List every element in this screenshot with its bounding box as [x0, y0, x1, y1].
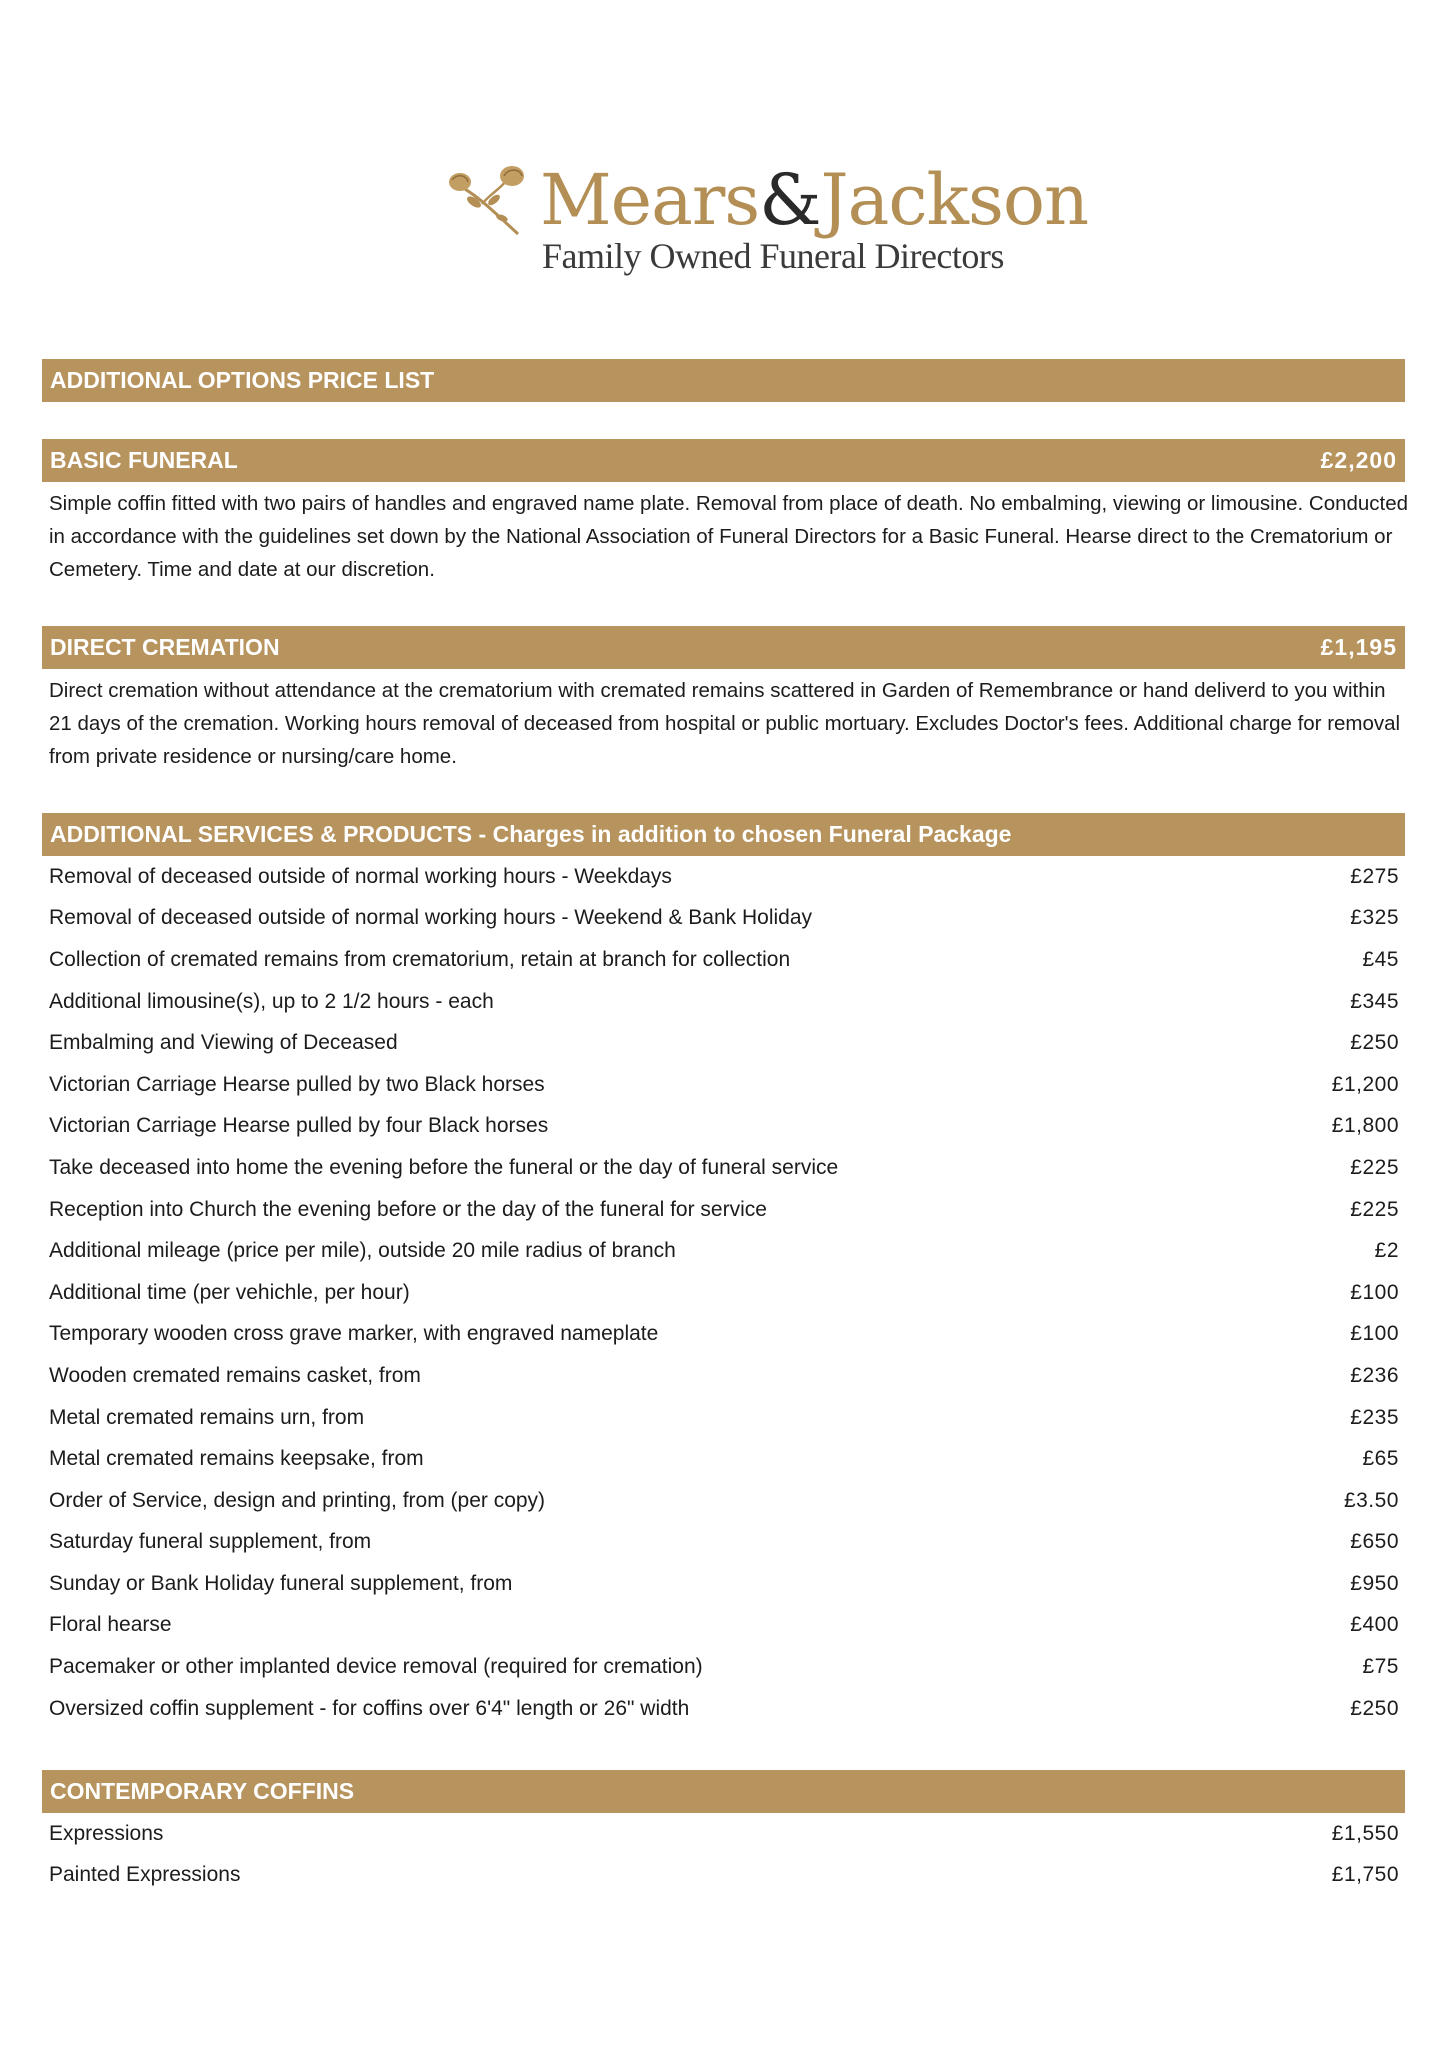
- price-row-label: Removal of deceased outside of normal working hours - Weekdays: [49, 864, 672, 888]
- price-row: [49, 1438, 1399, 1480]
- price-row-price: £3.50: [1343, 1488, 1399, 1512]
- price-row-label: Wooden cremated remains casket, from: [49, 1363, 421, 1387]
- price-row-price: £100: [1350, 1280, 1399, 1304]
- price-row-price: £2: [1374, 1239, 1399, 1263]
- brand-ampersand: &: [759, 159, 821, 241]
- price-row-price: £65: [1362, 1447, 1399, 1471]
- price-row-label: Order of Service, design and printing, from (per copy): [49, 1488, 546, 1512]
- contemporary-coffins-list: [49, 1813, 1399, 1896]
- price-row-price: £235: [1350, 1405, 1399, 1429]
- price-row: [49, 1314, 1399, 1356]
- page-title: [42, 359, 1405, 402]
- brand-tagline: Family Owned Funeral Directors: [542, 236, 1004, 276]
- price-row-price: £1,750: [1331, 1863, 1399, 1887]
- price-row-price: £1,200: [1331, 1072, 1399, 1096]
- contemporary-coffins-title: CONTEMPORARY COFFINS: [50, 1778, 355, 1804]
- price-row: [49, 1230, 1399, 1272]
- price-row-label: Painted Expressions: [49, 1863, 241, 1887]
- basic-funeral-title: BASIC FUNERAL: [50, 447, 238, 473]
- basic-funeral-price: £2,200: [1320, 447, 1397, 473]
- price-row-label: Temporary wooden cross grave marker, with engraved nameplate: [49, 1322, 659, 1346]
- rose-sprig-icon: [446, 164, 538, 236]
- price-row: [49, 1397, 1399, 1439]
- price-row: [49, 856, 1399, 898]
- price-row-price: £1,800: [1331, 1114, 1399, 1138]
- price-row-label: Victorian Carriage Hearse pulled by two Black horses: [49, 1072, 545, 1096]
- page-title-text: ADDITIONAL OPTIONS PRICE LIST: [50, 367, 435, 393]
- price-row: [49, 981, 1399, 1023]
- price-row-price: £650: [1350, 1530, 1399, 1554]
- direct-cremation-description: Direct cremation without attendance at the crematorium with cremated remains scattered in Garden of Remembrance or hand deliverd to you within 21 days of the cremation. Working hours removal of deceased from hospital or public mortuary. Excludes Doctor's fees. Additional charge for removal from private residence or nursing/care home.: [49, 679, 1401, 768]
- price-row-price: £225: [1350, 1197, 1399, 1221]
- price-row-price: £325: [1350, 906, 1399, 930]
- additional-services-title: ADDITIONAL SERVICES & PRODUCTS - Charges in addition to chosen Funeral Package: [50, 821, 1012, 847]
- price-row-price: £250: [1350, 1031, 1399, 1055]
- price-row: [49, 939, 1399, 981]
- price-row-label: Expressions: [49, 1821, 164, 1845]
- price-row-label: Floral hearse: [49, 1613, 172, 1637]
- price-row-label: Sunday or Bank Holiday funeral supplement, from: [49, 1571, 513, 1595]
- price-row: [49, 1189, 1399, 1231]
- price-row-price: £225: [1350, 1155, 1399, 1179]
- price-row-price: £950: [1350, 1571, 1399, 1595]
- price-row-label: Saturday funeral supplement, from: [49, 1530, 372, 1554]
- price-row-label: Collection of cremated remains from crematorium, retain at branch for collection: [49, 947, 791, 971]
- price-row-label: Reception into Church the evening before or the day of the funeral for service: [49, 1197, 767, 1221]
- price-row-label: Additional mileage (price per mile), outside 20 mile radius of branch: [49, 1239, 676, 1263]
- price-row-label: Victorian Carriage Hearse pulled by four Black horses: [49, 1114, 549, 1138]
- direct-cremation-title: DIRECT CREMATION: [50, 634, 280, 660]
- price-row-price: £250: [1350, 1696, 1399, 1720]
- direct-cremation-price: £1,195: [1320, 634, 1397, 660]
- price-row-label: Oversized coffin supplement - for coffins over 6'4" length or 26" width: [49, 1696, 690, 1720]
- price-row: [49, 1563, 1399, 1605]
- basic-funeral-description: Simple coffin fitted with two pairs of handles and engraved name plate. Removal from place of death. No embalming, viewing or limousine. Conducted in accordance with the guidelines set down by the National Association of Funeral Directors for a Basic Funeral. Hearse direct to the Crematorium or Cemetery. Time and date at our discretion.: [49, 492, 1409, 581]
- additional-services-list: [49, 856, 1399, 1729]
- price-row: [49, 1022, 1399, 1064]
- price-row-label: Additional limousine(s), up to 2 1/2 hours - each: [49, 989, 494, 1013]
- price-row: [49, 1646, 1399, 1688]
- price-row: [49, 1064, 1399, 1106]
- basic-funeral-header: [42, 439, 1405, 482]
- price-row: [49, 1272, 1399, 1314]
- price-row: [49, 898, 1399, 940]
- contemporary-coffins-header: [42, 1770, 1405, 1813]
- direct-cremation-header: [42, 626, 1405, 669]
- brand-name-part2: Jackson: [820, 159, 1089, 241]
- price-row-label: Pacemaker or other implanted device removal (required for cremation): [49, 1655, 703, 1679]
- price-row: [49, 1813, 1399, 1855]
- additional-services-header: [42, 813, 1405, 856]
- price-row: [49, 1688, 1399, 1730]
- brand-name: [540, 160, 1088, 240]
- price-row-price: £400: [1350, 1613, 1399, 1637]
- brand-logo: [0, 160, 1447, 280]
- price-row-price: £1,550: [1331, 1821, 1399, 1845]
- price-row-price: £236: [1350, 1363, 1399, 1387]
- price-row: [49, 1147, 1399, 1189]
- price-row-label: Take deceased into home the evening before the funeral or the day of funeral service: [49, 1155, 839, 1179]
- price-row-price: £275: [1350, 864, 1399, 888]
- price-row-label: Additional time (per vehichle, per hour): [49, 1280, 410, 1304]
- price-row: [49, 1106, 1399, 1148]
- price-row-price: £345: [1350, 989, 1399, 1013]
- price-row: [49, 1355, 1399, 1397]
- price-row-price: £100: [1350, 1322, 1399, 1346]
- price-row-price: £45: [1362, 947, 1399, 971]
- price-row: [49, 1480, 1399, 1522]
- price-row-label: Removal of deceased outside of normal working hours - Weekend & Bank Holiday: [49, 906, 813, 930]
- price-row: [49, 1522, 1399, 1564]
- price-row-label: Metal cremated remains urn, from: [49, 1405, 365, 1429]
- price-row-price: £75: [1362, 1655, 1399, 1679]
- price-row: [49, 1605, 1399, 1647]
- brand-name-part1: Mears: [540, 159, 760, 241]
- price-row: [49, 1855, 1399, 1897]
- price-row-label: Metal cremated remains keepsake, from: [49, 1447, 424, 1471]
- price-row-label: Embalming and Viewing of Deceased: [49, 1031, 398, 1055]
